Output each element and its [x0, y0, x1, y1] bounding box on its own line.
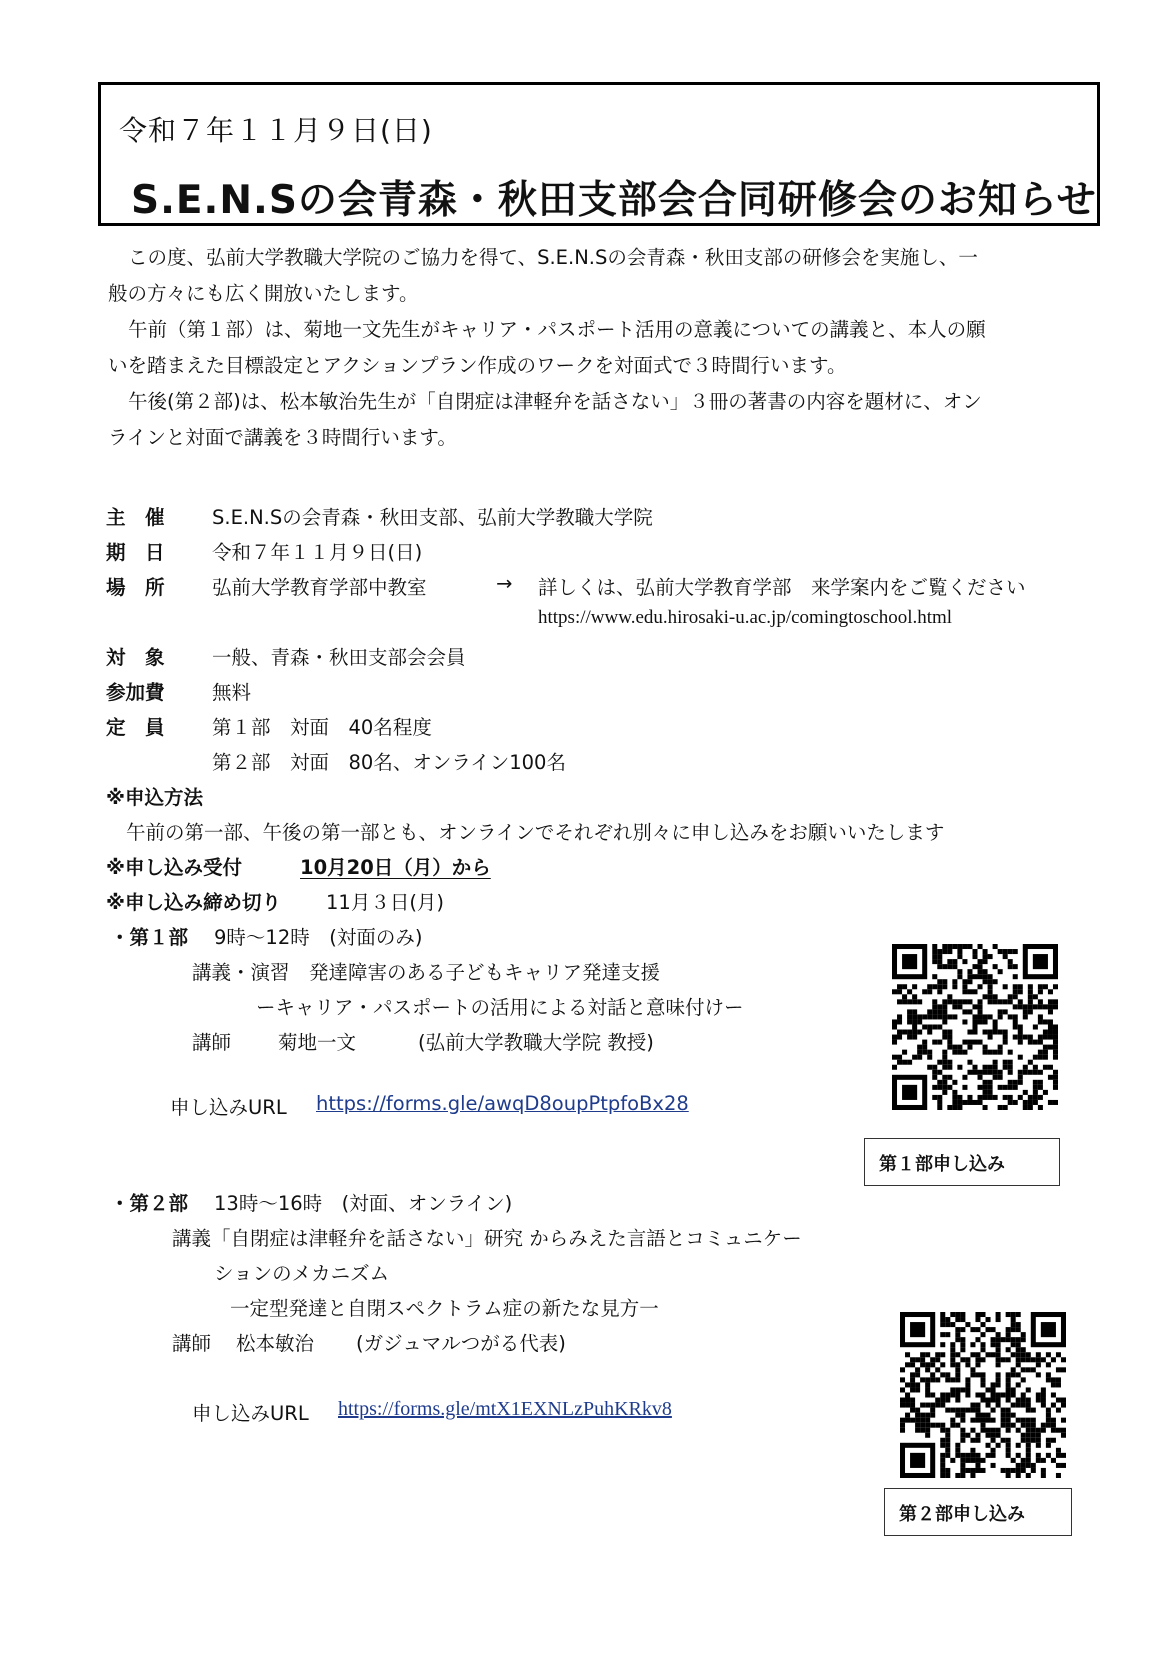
part2-lecturer-label: 講師: [172, 1332, 212, 1355]
accept-value: 10月20日（月）から: [300, 856, 491, 879]
part1-lecturer-name: 菊地一文: [278, 1031, 357, 1054]
intro-line-5: 午後(第２部)は、松本敏治先生が「自閉症は津軽弁を話さない」３冊の著書の内容を題材に、オン: [128, 390, 982, 413]
date-label: 期 日: [106, 541, 165, 564]
place-value: 弘前大学教育学部中教室: [212, 576, 427, 599]
capacity-part2: 第２部 対面 80名、オンライン100名: [212, 751, 566, 774]
qr-code-icon[interactable]: [900, 1312, 1066, 1478]
part1-qr-label: 第１部申し込み: [864, 1138, 1060, 1186]
part2-heading: ・第２部: [110, 1192, 189, 1215]
qr-code-icon[interactable]: [892, 944, 1058, 1110]
event-date-heading: 令和７年１１月９日(日): [119, 114, 433, 147]
capacity-part1: 第１部 対面 40名程度: [212, 716, 432, 739]
part2-lecture-line2: ションのメカニズム: [214, 1262, 390, 1285]
part2-lecturer-name: 松本敏治: [236, 1332, 315, 1355]
accept-label: ※申し込み受付: [106, 856, 242, 879]
intro-line-1: この度、弘前大学教職大学院のご協力を得て、S.E.N.Sの会青森・秋田支部の研修会を実施し、一: [128, 246, 978, 269]
arrow-icon: →: [496, 572, 513, 595]
method-label: ※申込方法: [106, 786, 203, 809]
intro-line-3: 午前（第１部）は、菊地一文先生がキャリア・パスポート活用の意義についての講義と、本人の願: [128, 318, 986, 341]
deadline-value: 11月３日(月): [326, 891, 445, 914]
place-label: 場 所: [106, 576, 165, 599]
place-note: 詳しくは、弘前大学教育学部 来学案内をご覧ください: [538, 576, 1026, 599]
target-label: 対 象: [106, 646, 165, 669]
method-text: 午前の第一部、午後の第一部とも、オンラインでそれぞれ別々に申し込みをお願いいたします: [126, 821, 945, 844]
part2-lecturer-title: (ガジュマルつがる代表): [356, 1332, 566, 1355]
organizer-value: S.E.N.Sの会青森・秋田支部、弘前大学教職大学院: [212, 506, 653, 529]
part1-lecturer-label: 講師: [192, 1031, 232, 1054]
intro-line-2: 般の方々にも広く開放いたします。: [108, 282, 419, 305]
part1-lecturer-title: (弘前大学教職大学院 教授): [418, 1031, 654, 1054]
deadline-label: ※申し込み締め切り: [106, 891, 281, 914]
place-url[interactable]: https://www.edu.hirosaki-u.ac.jp/comingtoschool.html: [538, 607, 953, 628]
fee-label: 参加費: [106, 681, 165, 704]
target-value: 一般、青森・秋田支部会会員: [212, 646, 466, 669]
part1-heading: ・第１部: [110, 926, 189, 949]
intro-line-6: ラインと対面で講義を３時間行います。: [108, 426, 457, 449]
part2-form-link[interactable]: https://forms.gle/mtX1EXNLzPuhKRkv8: [338, 1398, 672, 1420]
part1-lecture-line1: 講義・演習 発達障害のある子どもキャリア発達支援: [192, 961, 661, 984]
part2-lecture-line1: 講義「自閉症は津軽弁を話さない」研究 からみえた言語とコミュニケー: [172, 1227, 802, 1250]
part2-time: 13時～16時 (対面、オンライン): [214, 1192, 513, 1215]
part1-form-link[interactable]: https://forms.gle/awqD8oupPtpfoBx28: [316, 1092, 689, 1115]
part1-url-label: 申し込みURL: [170, 1096, 287, 1119]
part2-qr-label: 第２部申し込み: [884, 1488, 1072, 1536]
date-value: 令和７年１１月９日(日): [212, 541, 423, 564]
part1-lecture-line2: ーキャリア・パスポートの活用による対話と意味付けー: [256, 996, 744, 1019]
page-title: S.E.N.Sの会青森・秋田支部会合同研修会のお知らせ: [131, 178, 1097, 223]
fee-value: 無料: [212, 681, 252, 704]
title-box: [98, 82, 1100, 226]
capacity-label: 定 員: [106, 716, 165, 739]
intro-line-4: いを踏まえた目標設定とアクションプラン作成のワークを対面式で３時間行います。: [108, 354, 847, 377]
part2-url-label: 申し込みURL: [192, 1402, 309, 1425]
organizer-label: 主 催: [106, 506, 165, 529]
part2-lecture-line3: 一定型発達と自閉スペクトラム症の新たな見方一: [230, 1297, 659, 1320]
part1-time: 9時～12時 (対面のみ): [214, 926, 423, 949]
